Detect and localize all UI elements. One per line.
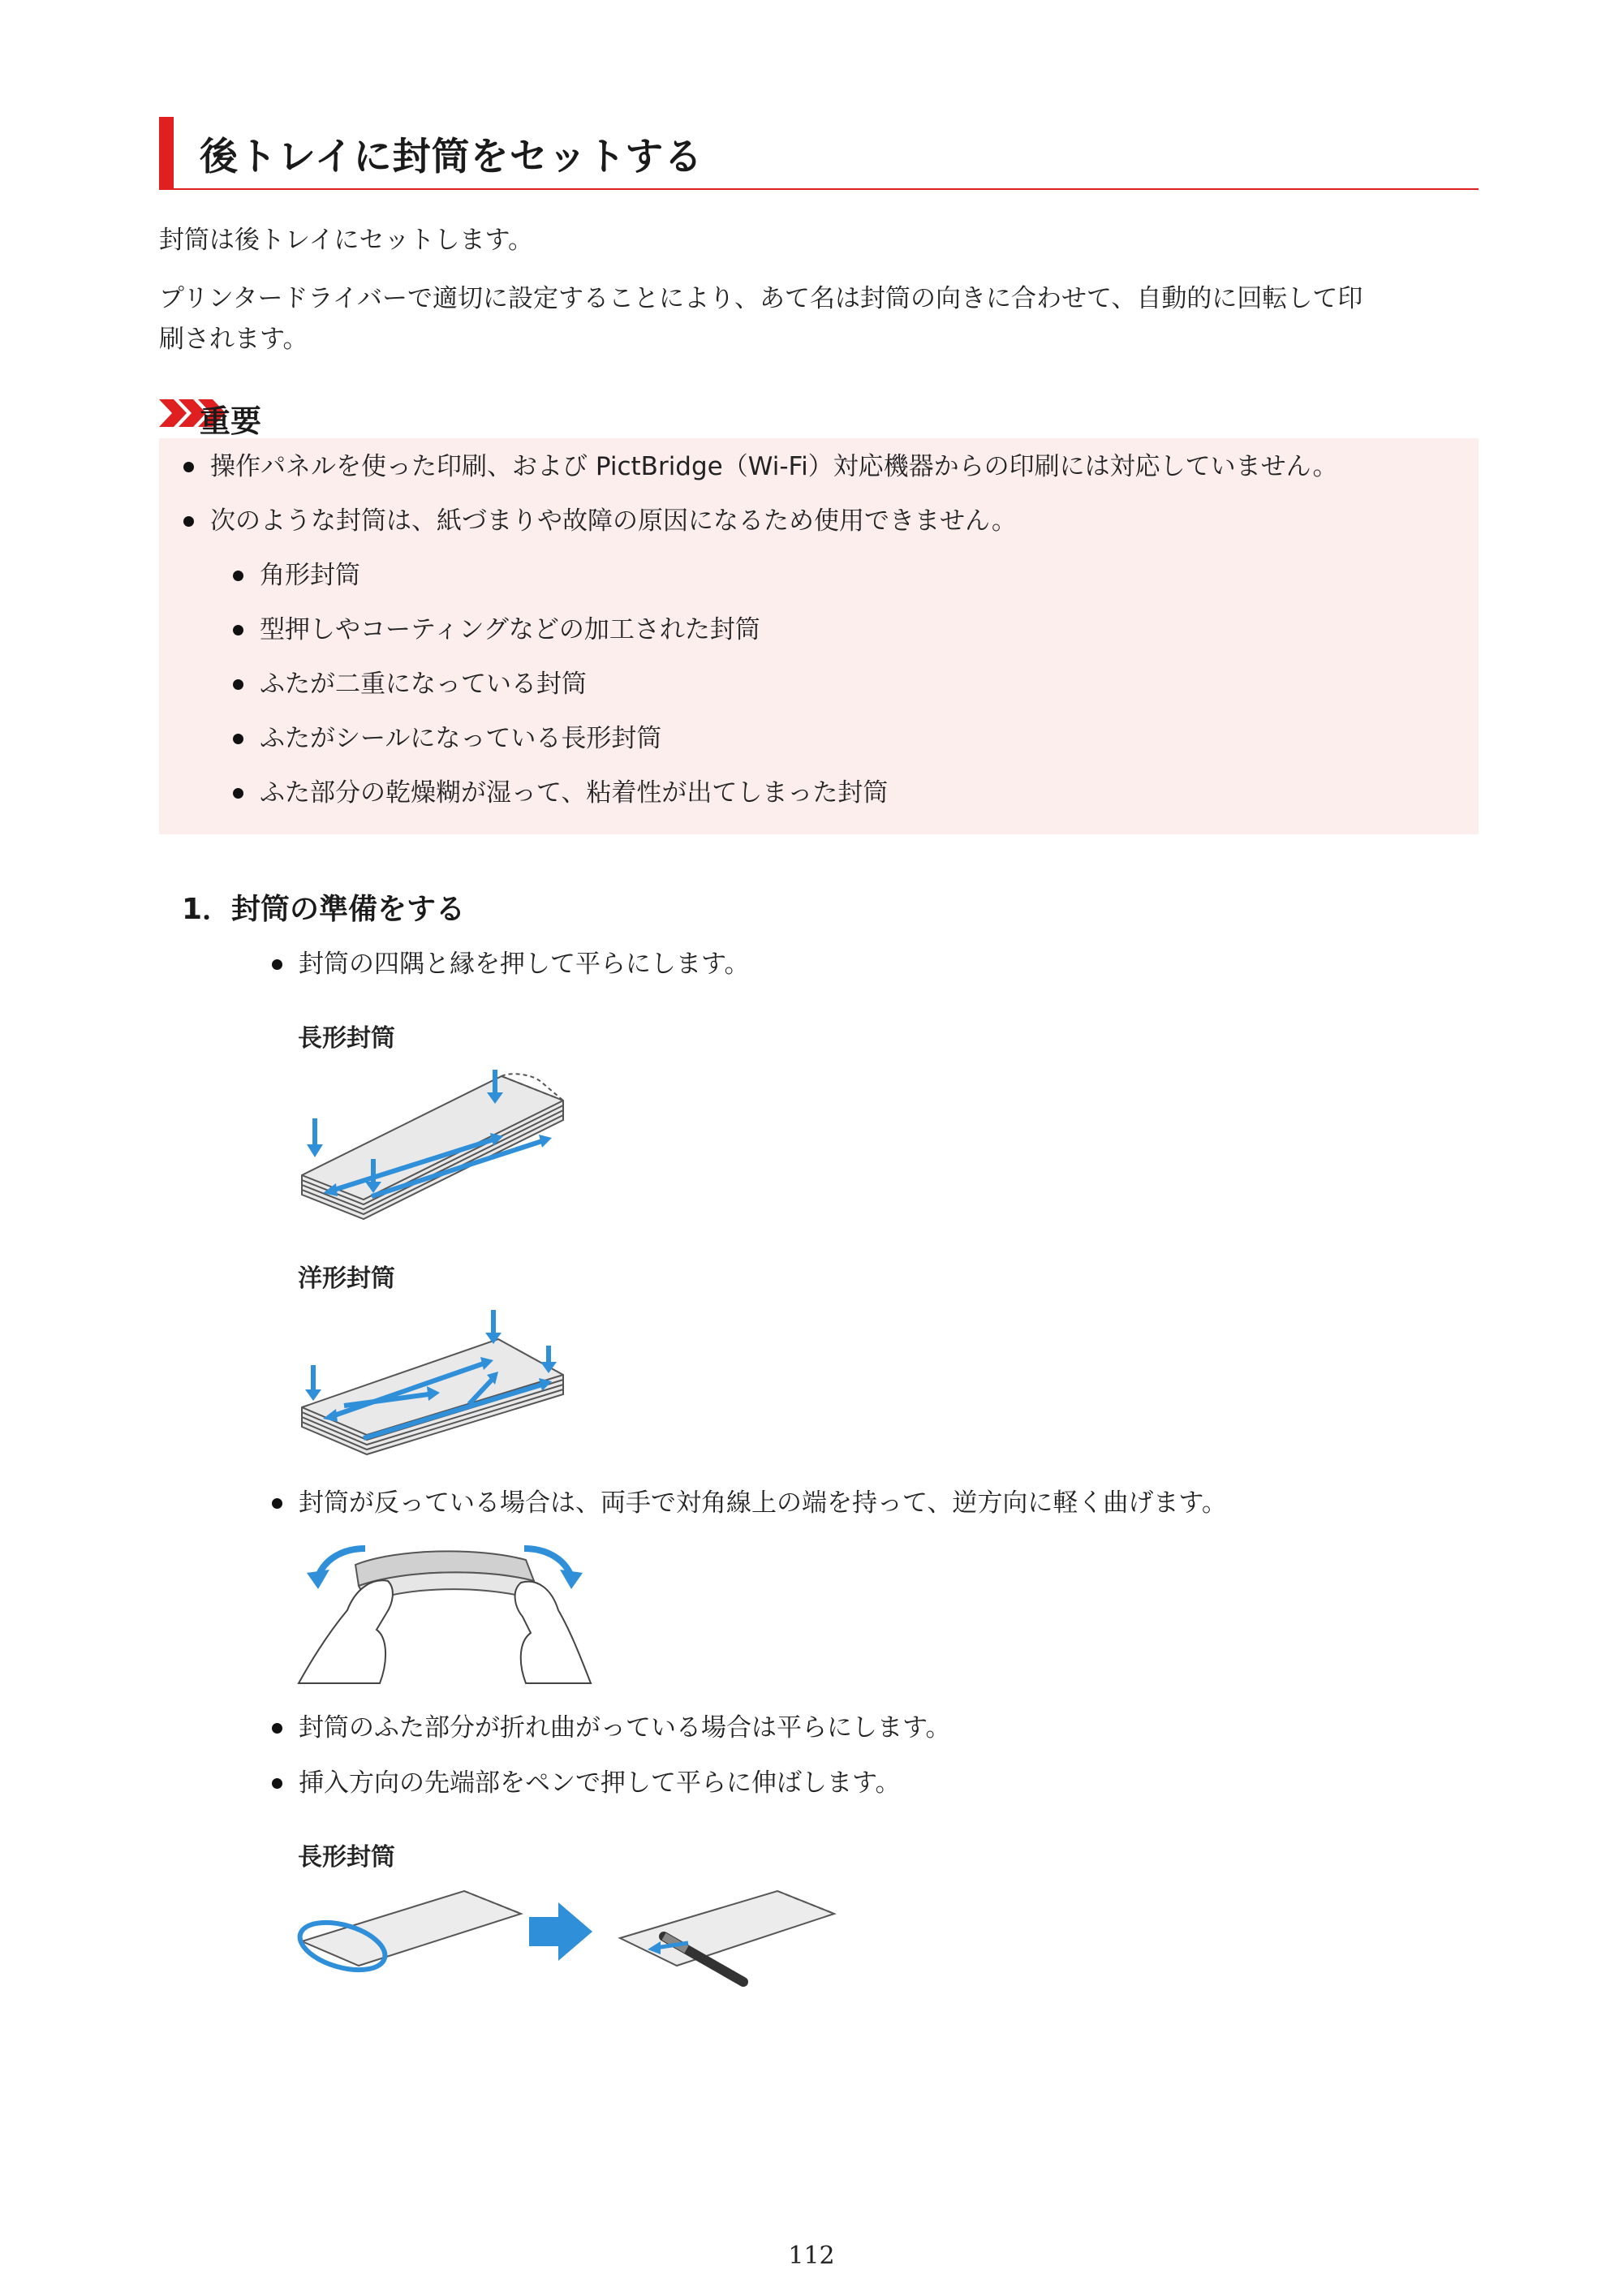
bullet-dot [233,679,243,690]
pen-flatten-illustration [299,1885,834,1982]
step-bullet [272,1713,951,1742]
page-number: 112 [788,2242,835,2270]
step-bullet-text: 封筒のふた部分が折れ曲がっている場合は平らにします。 [299,1713,951,1742]
important-subitem-text: 角形封筒 [260,561,360,590]
important-item [183,454,1338,480]
label-long-envelope: 長形封筒 [298,1024,395,1053]
intro-line-2: プリンタードライバーで適切に設定することにより、あて名は封筒の向きに合わせて、自動的に回転して印 [159,284,1363,313]
title-accent-bar [159,117,174,190]
important-item [183,506,1017,536]
important-item-text: 次のような封筒は、紙づまりや故障の原因になるため使用できません。 [210,506,1017,536]
bullet-dot [233,571,243,581]
step-bullet [272,952,750,977]
bullet-dot [272,1498,282,1509]
bullet-dot [272,1778,282,1789]
important-subitem [233,778,889,808]
arrow-right-icon [529,1902,592,1961]
important-subitem [233,672,587,697]
important-subitem-text: 型押しやコーティングなどの加工された封筒 [260,615,760,644]
step-heading: 1．封筒の準備をする [182,893,466,926]
step-bullet [272,1488,1227,1518]
label-long-envelope-2: 長形封筒 [298,1843,395,1872]
step-bullet-text: 挿入方向の先端部をペンで押して平らに伸ばします。 [299,1768,901,1798]
step-bullet-text: 封筒が反っている場合は、両手で対角線上の端を持って、逆方向に軽く曲げます。 [299,1488,1227,1518]
intro-line-1: 封筒は後トレイにセットします。 [159,226,533,255]
bullet-dot [233,788,243,799]
bullet-dot [183,462,194,472]
important-item-text: 操作パネルを使った印刷、および PictBridge（Wi-Fi）対応機器からの印刷には対応していません。 [210,452,1338,481]
important-subitem-text: ふた部分の乾燥糊が湿って、粘着性が出てしまった封筒 [260,778,889,808]
bullet-dot [183,516,194,527]
western-envelope-flatten-illustration [299,1310,566,1456]
bullet-dot [233,734,243,744]
important-subitem [233,615,760,644]
important-subitem-text: ふたが二重になっている封筒 [260,670,587,699]
important-heading: 重要 [200,403,262,439]
step-bullet [272,1768,901,1798]
important-subitem [233,563,360,588]
important-subitem [233,726,661,752]
hands-bending-envelope-illustration [299,1532,591,1683]
title-underline [159,188,1479,190]
bullet-dot [272,959,282,970]
important-subitem-text: ふたがシールになっている長形封筒 [260,724,662,753]
long-envelope-flatten-illustration [299,1070,575,1216]
page-title: 後トレイに封筒をセットする [200,135,704,179]
bullet-dot [233,625,243,635]
intro-line-3: 刷されます。 [159,325,308,354]
bullet-dot [272,1723,282,1734]
label-western-envelope: 洋形封筒 [298,1264,395,1293]
step-bullet-text: 封筒の四隅と縁を押して平らにします。 [299,950,750,979]
